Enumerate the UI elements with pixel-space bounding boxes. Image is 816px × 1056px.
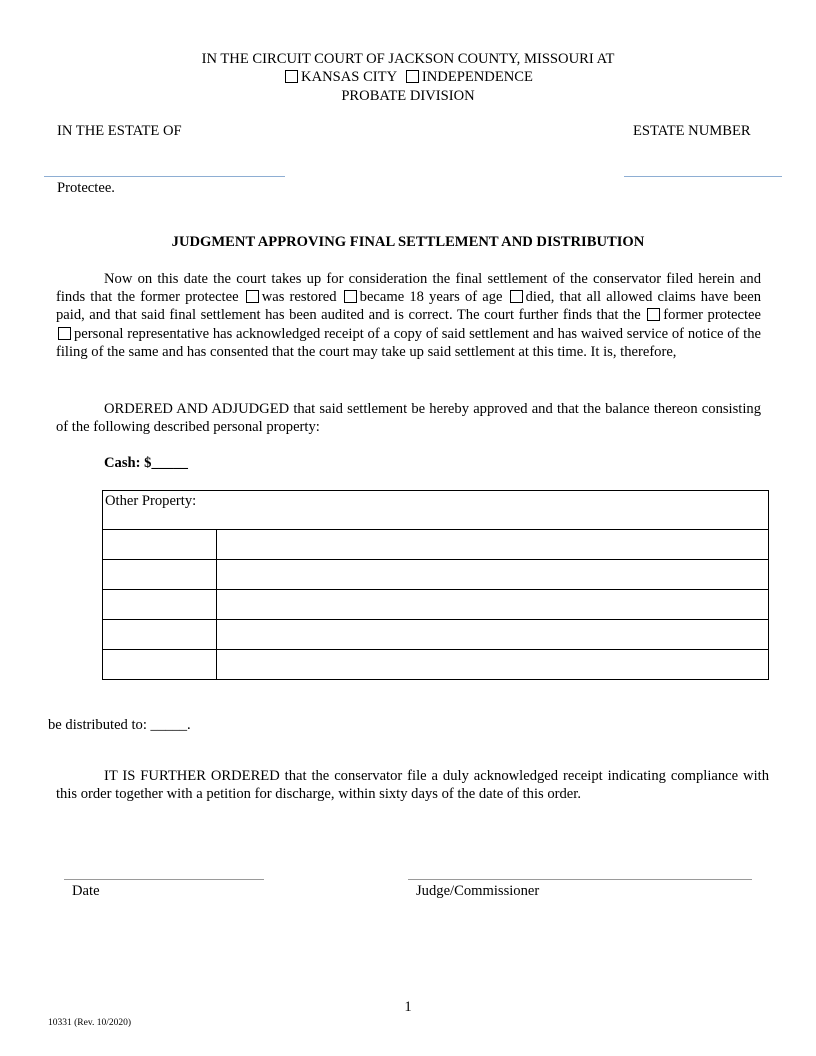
table-row: [103, 650, 769, 680]
document-title: JUDGMENT APPROVING FINAL SETTLEMENT AND DISTRIBUTION: [171, 234, 645, 250]
restored-label: was restored: [261, 289, 337, 306]
judge-signature-line[interactable]: [408, 879, 752, 880]
property-cell[interactable]: [103, 650, 217, 680]
further-ordered-paragraph: IT IS FURTHER ORDERED that the conservator file a duly acknowledged receipt indicating compliance with this order together with a petition for discharge, within sixty days of the date of this order.: [56, 768, 769, 803]
table-row: [103, 560, 769, 590]
former-protectee-checkbox[interactable]: [647, 308, 660, 321]
estate-name-field[interactable]: [44, 176, 285, 177]
kansas-city-label: KANSAS CITY: [301, 69, 397, 85]
former-protectee-label: former protectee: [663, 307, 761, 324]
property-cell[interactable]: [217, 530, 769, 560]
date-signature-line[interactable]: [64, 879, 264, 880]
property-cell[interactable]: [217, 560, 769, 590]
other-property-header: Other Property:: [103, 491, 769, 530]
age-18-checkbox[interactable]: [344, 290, 357, 303]
court-location-options: [0, 68, 816, 86]
findings-text-1: Now on this date the court takes up for consideration the final settlement of the conservator filed herein and finds that the former protectee: [56, 271, 761, 306]
division-heading: PROBATE DIVISION: [341, 88, 475, 104]
ordered-paragraph: ORDERED AND ADJUDGED that said settlement be hereby approved and that the balance thereon consisting of the following described personal property:: [56, 401, 761, 436]
personal-rep-checkbox[interactable]: [58, 327, 71, 340]
court-heading: IN THE CIRCUIT COURT OF JACKSON COUNTY, MISSOURI AT: [201, 51, 615, 67]
personal-rep-label: personal representative has acknowledged receipt of a copy of said settlement and has waived service of notice of the filing of the same and has consented that the court may take up said settlement at this time. It is, therefore,: [56, 325, 761, 360]
property-cell[interactable]: [217, 650, 769, 680]
property-cell[interactable]: [103, 530, 217, 560]
died-label: died, that all allowed claims have been paid, and that said final settlement has been audited and is correct. The court further finds that the: [56, 289, 761, 324]
property-cell[interactable]: [217, 590, 769, 620]
protectee-label: Protectee.: [57, 180, 115, 196]
property-cell[interactable]: [103, 560, 217, 590]
independence-checkbox[interactable]: [406, 70, 419, 83]
table-row: [103, 530, 769, 560]
property-cell[interactable]: [217, 620, 769, 650]
distributed-to-line: be distributed to: _____.: [48, 717, 191, 733]
findings-paragraph: [56, 270, 761, 361]
estate-of-label: IN THE ESTATE OF: [57, 123, 182, 139]
property-cell[interactable]: [103, 620, 217, 650]
kansas-city-checkbox[interactable]: [285, 70, 298, 83]
cash-amount-field[interactable]: _____: [151, 455, 188, 471]
other-property-table: [102, 490, 769, 680]
page-number: 1: [404, 999, 412, 1015]
estate-number-label: ESTATE NUMBER: [633, 123, 751, 139]
property-cell[interactable]: [103, 590, 217, 620]
form-code: 10331 (Rev. 10/2020): [48, 1018, 132, 1028]
judge-label: Judge/Commissioner: [416, 883, 540, 899]
age-18-label: became 18 years of age: [359, 289, 503, 306]
died-checkbox[interactable]: [510, 290, 523, 303]
restored-checkbox[interactable]: [246, 290, 259, 303]
table-row: [103, 590, 769, 620]
cash-label: Cash: $: [104, 455, 152, 471]
independence-label: INDEPENDENCE: [421, 69, 533, 85]
estate-number-field[interactable]: [624, 176, 782, 177]
cash-line: [104, 455, 188, 472]
date-label: Date: [72, 883, 100, 899]
table-row: [103, 620, 769, 650]
